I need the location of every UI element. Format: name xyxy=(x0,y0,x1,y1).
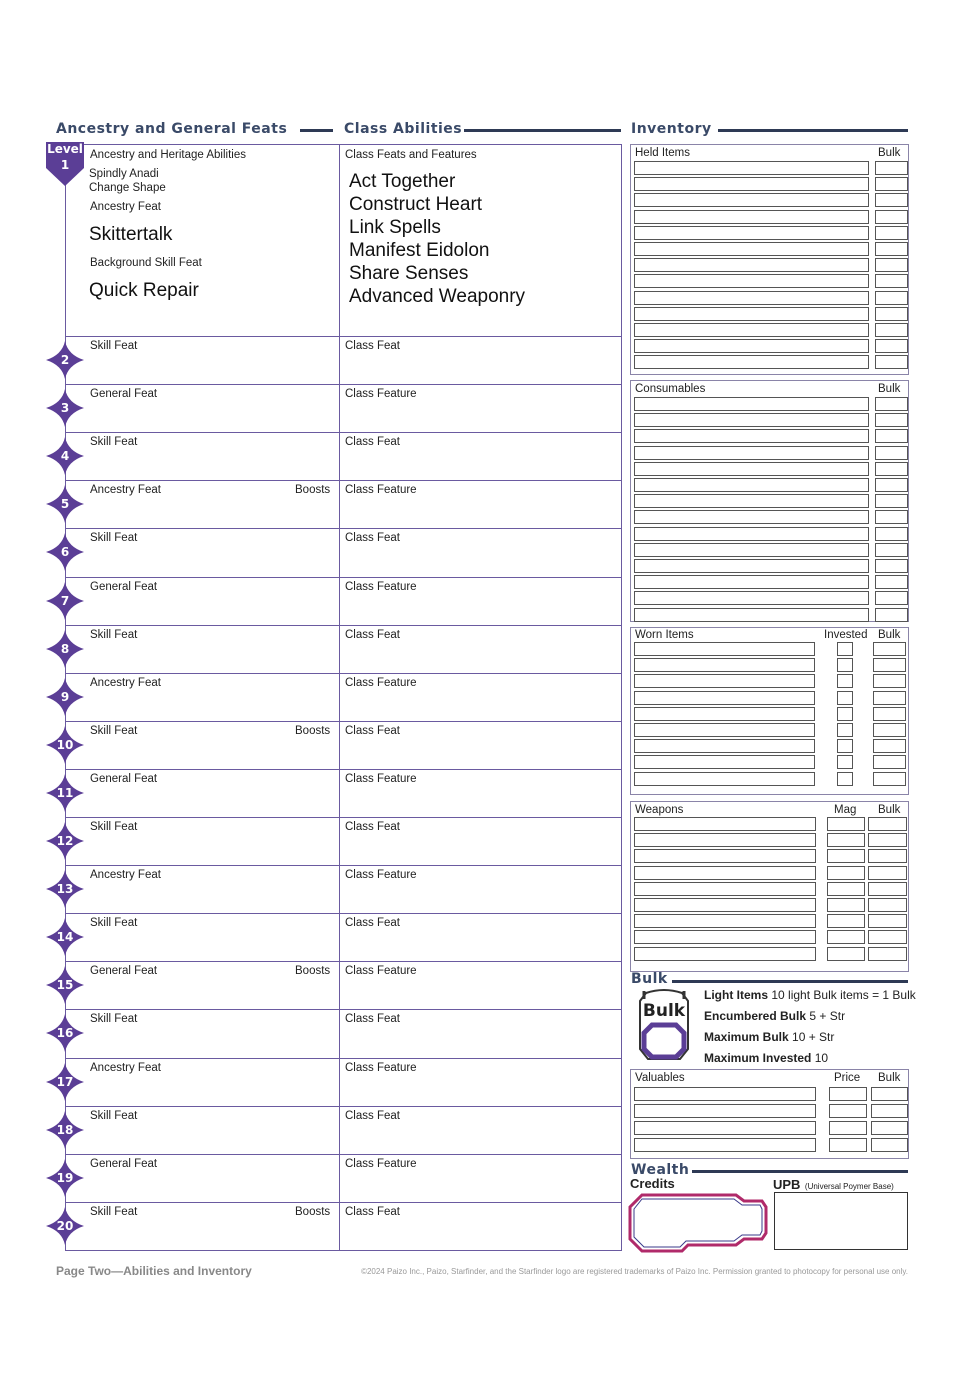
level-number: 12 xyxy=(56,834,74,848)
weapon-mag-line[interactable] xyxy=(827,866,865,880)
left-feat-label: Ancestry Feat xyxy=(90,869,161,882)
weapon-line[interactable] xyxy=(634,849,816,863)
weapon-bulk-line[interactable] xyxy=(868,914,907,928)
left-feat-label: General Feat xyxy=(90,965,158,978)
consumable-line[interactable] xyxy=(634,446,869,460)
invested-checkbox[interactable] xyxy=(837,723,853,737)
class-feature-value[interactable]: Link Spells xyxy=(349,217,441,238)
invested-checkbox[interactable] xyxy=(837,691,853,705)
valuable-line[interactable] xyxy=(634,1138,816,1152)
wealth-section-title: Wealth xyxy=(631,1162,690,1178)
level-1-number: 1 xyxy=(60,158,70,172)
level1-ancestry-feat-label: Ancestry Feat xyxy=(90,201,161,213)
level-number: 16 xyxy=(56,1026,74,1041)
weapon-line[interactable] xyxy=(634,914,816,928)
valuable-price-line[interactable] xyxy=(829,1087,867,1101)
weapon-bulk-line[interactable] xyxy=(868,882,907,896)
held-bulk-line[interactable] xyxy=(875,355,908,369)
left-feat-label: Ancestry Feat xyxy=(90,676,161,689)
level-row-divider xyxy=(65,721,622,722)
consumable-bulk-line[interactable] xyxy=(875,510,908,524)
class-feats-features-label: Class Feats and Features xyxy=(345,149,477,161)
consumable-bulk-line[interactable] xyxy=(875,608,908,622)
right-feat-label: Class Feat xyxy=(345,436,400,449)
valuable-line[interactable] xyxy=(634,1104,816,1118)
held-item-line[interactable] xyxy=(634,258,869,272)
right-feat-label: Class Feature xyxy=(345,484,417,497)
weapon-bulk-line[interactable] xyxy=(868,898,907,912)
level-number: 17 xyxy=(56,1074,74,1089)
consumable-line[interactable] xyxy=(634,397,869,411)
consumable-line[interactable] xyxy=(634,429,869,443)
held-item-line[interactable] xyxy=(634,291,869,305)
bulk-header-rule xyxy=(672,980,908,983)
held-bulk-line[interactable] xyxy=(875,339,908,353)
consumable-line[interactable] xyxy=(634,413,869,427)
class-section-title: Class Abilities xyxy=(344,121,463,137)
valuable-price-line[interactable] xyxy=(829,1104,867,1118)
maximum-invested-line: Maximum Invested 10 xyxy=(704,1051,829,1065)
consumables-label: Consumables xyxy=(635,383,706,395)
weapon-line[interactable] xyxy=(634,882,816,896)
right-feat-label: Class Feature xyxy=(345,1157,417,1170)
consumable-bulk-line[interactable] xyxy=(875,575,908,589)
level-number: 19 xyxy=(56,1170,74,1185)
background-skill-feat-value[interactable]: Quick Repair xyxy=(89,280,199,301)
weapon-mag-line[interactable] xyxy=(827,947,865,961)
held-bulk-line[interactable] xyxy=(875,307,908,321)
ancestry-heritage-label: Ancestry and Heritage Abilities xyxy=(90,149,246,161)
weapon-mag-line[interactable] xyxy=(827,930,865,944)
level-number: 11 xyxy=(56,785,74,800)
held-bulk-line[interactable] xyxy=(875,242,908,256)
left-feat-label: General Feat xyxy=(90,388,158,401)
weapon-mag-line[interactable] xyxy=(827,849,865,863)
page-footer-title: Page Two—Abilities and Inventory xyxy=(56,1264,252,1278)
inventory-section-title: Inventory xyxy=(631,121,712,137)
level-row-divider xyxy=(65,577,622,578)
consumable-bulk-line[interactable] xyxy=(875,397,908,411)
level1-ancestry-feat-value[interactable]: Skittertalk xyxy=(89,224,173,245)
held-item-line[interactable] xyxy=(634,307,869,321)
level-number: 5 xyxy=(60,497,70,512)
right-feat-label: Class Feature xyxy=(345,965,417,978)
level-number: 10 xyxy=(56,737,74,752)
worn-bulk-line[interactable] xyxy=(873,772,906,786)
level-number: 2 xyxy=(60,353,70,367)
valuable-line[interactable] xyxy=(634,1087,816,1101)
level-number: 9 xyxy=(60,689,70,704)
weapon-line[interactable] xyxy=(634,930,816,944)
held-item-line[interactable] xyxy=(634,274,869,288)
worn-bulk-line[interactable] xyxy=(873,723,906,737)
weapon-mag-line[interactable] xyxy=(827,833,865,847)
level-row-divider xyxy=(65,480,622,481)
invested-checkbox[interactable] xyxy=(837,674,853,688)
held-bulk-line[interactable] xyxy=(875,291,908,305)
level-number: 15 xyxy=(56,978,74,993)
invested-checkbox[interactable] xyxy=(837,772,853,786)
level-number: 13 xyxy=(56,882,74,897)
bulk-icon-label: Bulk xyxy=(642,1001,686,1021)
held-bulk-line[interactable] xyxy=(875,226,908,240)
boosts-label: Boosts xyxy=(295,484,331,497)
consumable-bulk-line[interactable] xyxy=(875,413,908,427)
right-feat-label: Class Feat xyxy=(345,1013,400,1026)
held-item-line[interactable] xyxy=(634,323,869,337)
left-feat-label: Ancestry Feat xyxy=(90,484,161,497)
valuables-label: Valuables xyxy=(635,1072,685,1084)
consumable-line[interactable] xyxy=(634,494,869,508)
class-feature-value[interactable]: Act Together xyxy=(349,171,456,192)
boosts-label: Boosts xyxy=(295,1205,331,1218)
consumable-bulk-line[interactable] xyxy=(875,462,908,476)
held-bulk-label: Bulk xyxy=(878,147,901,159)
worn-item-line[interactable] xyxy=(634,674,815,688)
upb-label: UPB xyxy=(773,1177,801,1192)
consumable-bulk-line[interactable] xyxy=(875,591,908,605)
level-number: 7 xyxy=(60,593,70,608)
worn-item-line[interactable] xyxy=(634,723,815,737)
consumable-line[interactable] xyxy=(634,543,869,557)
level-row-divider xyxy=(65,1106,622,1107)
level-row-divider xyxy=(65,528,622,529)
weapon-mag-line[interactable] xyxy=(827,914,865,928)
worn-item-line[interactable] xyxy=(634,739,815,753)
held-item-line[interactable] xyxy=(634,210,869,224)
right-feat-label: Class Feature xyxy=(345,772,417,785)
right-feat-label: Class Feat xyxy=(345,1205,400,1218)
invested-checkbox[interactable] xyxy=(837,642,853,656)
weapon-line[interactable] xyxy=(634,898,816,912)
consumable-line[interactable] xyxy=(634,559,869,573)
copyright-notice: ©2024 Paizo Inc., Paizo, Starfinder, and the Starfinder logo are registered trademarks of Paizo Inc. Permission granted to photocopy for personal use only. xyxy=(361,1267,908,1276)
weapon-mag-line[interactable] xyxy=(827,882,865,896)
consumable-line[interactable] xyxy=(634,527,869,541)
consumable-line[interactable] xyxy=(634,478,869,492)
consumables-bulk-label: Bulk xyxy=(878,383,901,395)
class-feature-value[interactable]: Share Senses xyxy=(349,263,469,284)
right-feat-label: Class Feat xyxy=(345,532,400,545)
worn-items-label: Worn Items xyxy=(635,629,694,641)
consumable-line[interactable] xyxy=(634,462,869,476)
boosts-label: Boosts xyxy=(295,724,331,737)
valuables-bulk-label: Bulk xyxy=(878,1072,901,1084)
left-feat-label: General Feat xyxy=(90,580,158,593)
held-items-label: Held Items xyxy=(635,147,690,159)
right-feat-label: Class Feature xyxy=(345,580,417,593)
maximum-bulk-line: Maximum Bulk 10 + Str xyxy=(704,1030,835,1044)
weapon-bulk-line[interactable] xyxy=(868,833,907,847)
weapons-mag-label: Mag xyxy=(834,804,857,816)
held-item-line[interactable] xyxy=(634,193,869,207)
upb-field[interactable] xyxy=(774,1192,908,1250)
level-row-divider xyxy=(65,384,622,385)
weapon-line[interactable] xyxy=(634,947,816,961)
ancestry-section-title: Ancestry and General Feats xyxy=(56,121,288,137)
consumable-line[interactable] xyxy=(634,510,869,524)
consumable-line[interactable] xyxy=(634,591,869,605)
held-item-line[interactable] xyxy=(634,355,869,369)
weapon-bulk-line[interactable] xyxy=(868,849,907,863)
column-divider xyxy=(339,145,340,1250)
invested-checkbox[interactable] xyxy=(837,755,853,769)
weapon-mag-line[interactable] xyxy=(827,817,865,831)
left-feat-label: Skill Feat xyxy=(90,1205,138,1218)
left-feat-label: Skill Feat xyxy=(90,436,138,449)
ancestry-value-line1[interactable]: Spindly Anadi xyxy=(89,168,159,180)
worn-item-line[interactable] xyxy=(634,772,815,786)
valuable-bulk-line[interactable] xyxy=(871,1087,908,1101)
worn-bulk-line[interactable] xyxy=(873,674,906,688)
invested-checkbox[interactable] xyxy=(837,739,853,753)
upb-sublabel: (Universal Poymer Base) xyxy=(804,1182,894,1191)
consumable-bulk-line[interactable] xyxy=(875,429,908,443)
weapon-mag-line[interactable] xyxy=(827,898,865,912)
level-row-divider xyxy=(65,1154,622,1155)
worn-item-line[interactable] xyxy=(634,658,815,672)
held-bulk-line[interactable] xyxy=(875,177,908,191)
weapon-bulk-line[interactable] xyxy=(868,947,907,961)
left-feat-label: Skill Feat xyxy=(90,628,138,641)
level-number: 14 xyxy=(56,930,74,945)
worn-bulk-line[interactable] xyxy=(873,755,906,769)
consumable-bulk-line[interactable] xyxy=(875,494,908,508)
weapon-line[interactable] xyxy=(634,817,816,831)
level-number: 20 xyxy=(56,1218,74,1233)
consumable-bulk-line[interactable] xyxy=(875,527,908,541)
left-feat-label: Skill Feat xyxy=(90,1109,138,1122)
worn-bulk-line[interactable] xyxy=(873,658,906,672)
level-row-divider xyxy=(65,336,622,337)
worn-item-line[interactable] xyxy=(634,691,815,705)
worn-bulk-line[interactable] xyxy=(873,739,906,753)
held-bulk-line[interactable] xyxy=(875,258,908,272)
level-number: 6 xyxy=(60,545,70,560)
held-bulk-line[interactable] xyxy=(875,210,908,224)
left-feat-label: Ancestry Feat xyxy=(90,1061,161,1074)
worn-item-line[interactable] xyxy=(634,707,815,721)
bulk-backpack-icon xyxy=(634,987,694,1068)
level-number: 3 xyxy=(60,401,70,416)
held-item-line[interactable] xyxy=(634,226,869,240)
light-items-line: Light Items 10 light Bulk items = 1 Bulk xyxy=(704,988,916,1002)
level-row-divider xyxy=(65,625,622,626)
left-feat-label: Skill Feat xyxy=(90,917,138,930)
consumable-bulk-line[interactable] xyxy=(875,478,908,492)
level-row-divider xyxy=(65,673,622,674)
held-item-line[interactable] xyxy=(634,242,869,256)
right-feat-label: Class Feat xyxy=(345,1109,400,1122)
left-feat-label: Skill Feat xyxy=(90,724,138,737)
consumable-bulk-line[interactable] xyxy=(875,559,908,573)
worn-bulk-line[interactable] xyxy=(873,691,906,705)
wealth-header-rule xyxy=(692,1170,908,1173)
held-item-line[interactable] xyxy=(634,161,869,175)
level-row-divider xyxy=(65,865,622,866)
encumbered-bulk-line: Encumbered Bulk 5 + Str xyxy=(704,1009,846,1023)
level-row-divider xyxy=(65,913,622,914)
bulk-section-title: Bulk xyxy=(631,971,668,987)
held-item-line[interactable] xyxy=(634,339,869,353)
right-feat-label: Class Feature xyxy=(345,869,417,882)
left-feat-label: Skill Feat xyxy=(90,532,138,545)
level-row-divider xyxy=(65,961,622,962)
right-feat-label: Class Feature xyxy=(345,1061,417,1074)
ancestry-header-rule xyxy=(300,129,333,132)
credits-field[interactable] xyxy=(628,1193,768,1258)
boosts-label: Boosts xyxy=(295,965,331,978)
worn-item-line[interactable] xyxy=(634,642,815,656)
weapon-line[interactable] xyxy=(634,866,816,880)
ancestry-value-line2[interactable]: Change Shape xyxy=(89,182,166,194)
right-feat-label: Class Feat xyxy=(345,821,400,833)
left-feat-label: Skill Feat xyxy=(90,1013,138,1026)
worn-bulk-label: Bulk xyxy=(878,629,901,641)
valuable-bulk-line[interactable] xyxy=(871,1104,908,1118)
weapon-bulk-line[interactable] xyxy=(868,817,907,831)
feats-grid xyxy=(65,144,622,1251)
right-feat-label: Class Feature xyxy=(345,388,417,401)
weapon-bulk-line[interactable] xyxy=(868,930,907,944)
level-row-divider xyxy=(65,1009,622,1010)
class-feature-value[interactable]: Construct Heart xyxy=(349,194,483,215)
weapons-bulk-label: Bulk xyxy=(878,804,901,816)
held-bulk-line[interactable] xyxy=(875,323,908,337)
weapon-line[interactable] xyxy=(634,833,816,847)
right-feat-label: Class Feature xyxy=(345,676,417,689)
held-bulk-line[interactable] xyxy=(875,274,908,288)
worn-invested-label: Invested xyxy=(824,629,868,641)
left-feat-label: Skill Feat xyxy=(90,340,138,352)
right-feat-label: Class Feat xyxy=(345,917,400,930)
valuable-price-line[interactable] xyxy=(829,1138,867,1152)
right-feat-label: Class Feat xyxy=(345,724,400,737)
level-number: 8 xyxy=(60,641,70,656)
background-skill-feat-label: Background Skill Feat xyxy=(90,257,202,269)
valuable-line[interactable] xyxy=(634,1121,816,1135)
level-label: Level xyxy=(47,142,83,156)
worn-bulk-line[interactable] xyxy=(873,707,906,721)
level-row-divider xyxy=(65,769,622,770)
level-row-divider xyxy=(65,817,622,818)
held-bulk-line[interactable] xyxy=(875,161,908,175)
class-header-rule xyxy=(464,129,621,132)
level-row-divider xyxy=(65,1202,622,1203)
level-row-divider xyxy=(65,1058,622,1059)
valuable-price-line[interactable] xyxy=(829,1121,867,1135)
worn-item-line[interactable] xyxy=(634,755,815,769)
consumable-bulk-line[interactable] xyxy=(875,543,908,557)
class-feature-value[interactable]: Manifest Eidolon xyxy=(349,240,490,261)
valuable-bulk-line[interactable] xyxy=(871,1138,908,1152)
invested-checkbox[interactable] xyxy=(837,658,853,672)
left-feat-label: General Feat xyxy=(90,1157,158,1170)
consumable-line[interactable] xyxy=(634,608,869,622)
held-bulk-line[interactable] xyxy=(875,193,908,207)
held-item-line[interactable] xyxy=(634,177,869,191)
valuable-bulk-line[interactable] xyxy=(871,1121,908,1135)
right-feat-label: Class Feat xyxy=(345,628,400,641)
left-feat-label: General Feat xyxy=(90,772,158,785)
level-number: 4 xyxy=(60,449,70,464)
consumable-line[interactable] xyxy=(634,575,869,589)
inventory-header-rule xyxy=(718,129,908,132)
level-number: 18 xyxy=(56,1122,74,1137)
credits-label: Credits xyxy=(630,1176,675,1191)
consumable-bulk-line[interactable] xyxy=(875,446,908,460)
weapons-label: Weapons xyxy=(635,804,684,816)
valuables-price-label: Price xyxy=(834,1072,861,1084)
invested-checkbox[interactable] xyxy=(837,707,853,721)
worn-bulk-line[interactable] xyxy=(873,642,906,656)
left-feat-label: Skill Feat xyxy=(90,821,138,833)
weapon-bulk-line[interactable] xyxy=(868,866,907,880)
class-feature-value[interactable]: Advanced Weaponry xyxy=(349,286,526,307)
right-feat-label: Class Feat xyxy=(345,340,400,352)
level-row-divider xyxy=(65,432,622,433)
